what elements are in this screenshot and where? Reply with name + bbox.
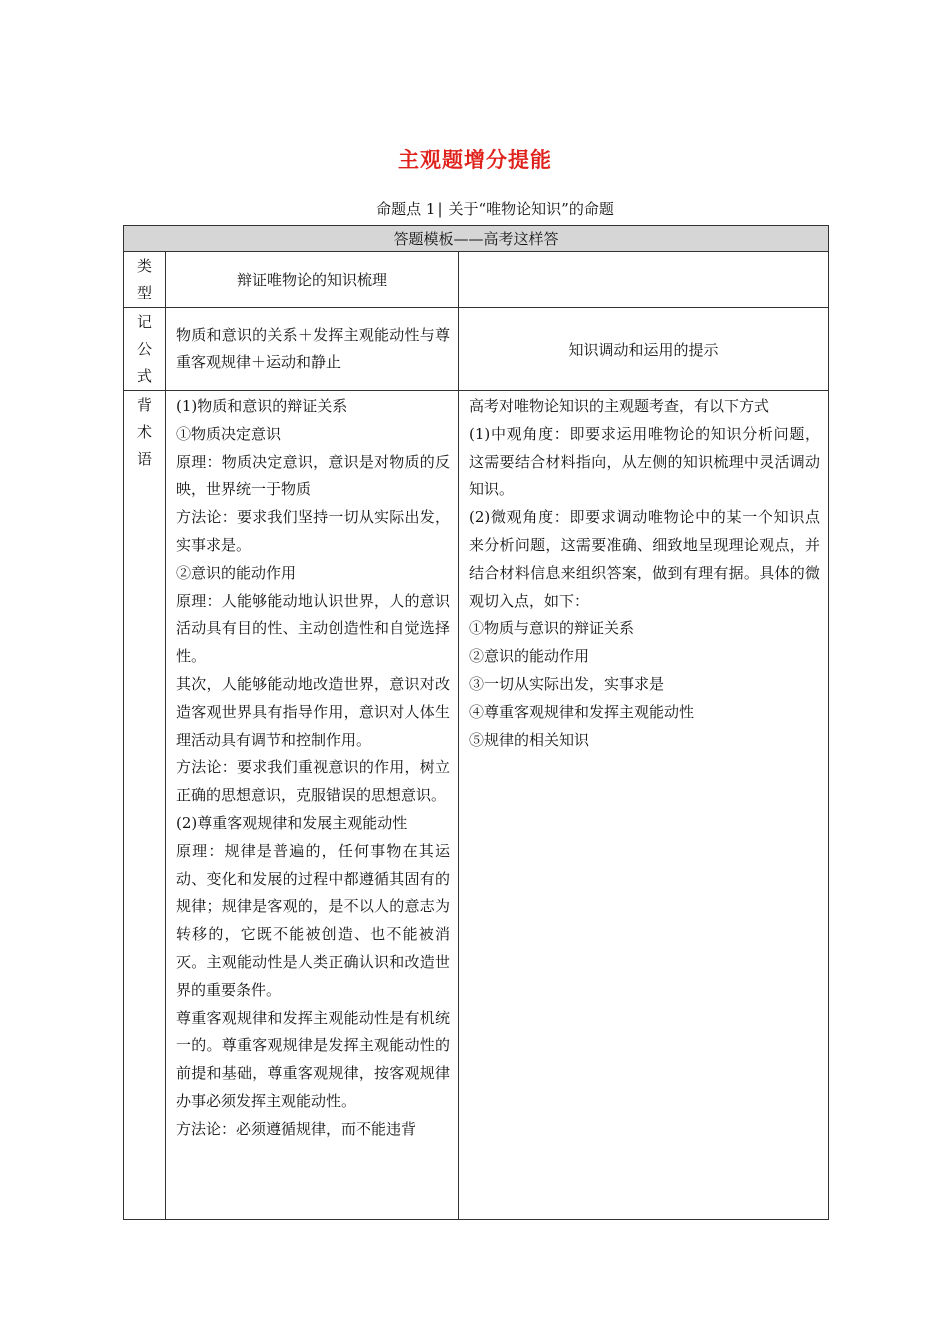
summary-paragraph: ①物质决定意识 bbox=[176, 424, 282, 443]
knowledge-summary-cell bbox=[166, 391, 459, 1220]
summary-paragraph: (1)物质和意识的辩证关系 bbox=[176, 397, 348, 415]
formula-content: 物质和意识的关系＋发挥主观能动性与尊重客观规律＋运动和静止 bbox=[166, 308, 459, 391]
type-label-cell bbox=[124, 252, 166, 308]
table-header-row bbox=[124, 226, 829, 252]
subtitle-prefix: 命题点 1 bbox=[376, 200, 436, 218]
type-label: 类型 bbox=[136, 257, 152, 302]
terms-row bbox=[124, 391, 829, 1220]
section-subtitle bbox=[0, 198, 950, 219]
formula-label: 记公式 bbox=[136, 313, 152, 385]
summary-paragraph: 其次，人能够能动地改造世界，意识对改造客观世界具有指导作用，意识对人体生理活动具有调节和控制作用。 bbox=[176, 674, 450, 749]
formula-row bbox=[124, 308, 829, 391]
type-topic: 辩证唯物论的知识梳理 bbox=[166, 252, 459, 308]
knowledge-hint-heading: 知识调动和运用的提示 bbox=[459, 308, 829, 391]
hint-paragraph: ④尊重客观规律和发挥主观能动性 bbox=[469, 702, 695, 721]
summary-paragraph: 方法论：要求我们坚持一切从实际出发，实事求是。 bbox=[176, 508, 450, 554]
summary-paragraph: 方法论：要求我们重视意识的作用，树立正确的思想意识，克服错误的思想意识。 bbox=[176, 758, 450, 805]
hint-paragraph: ⑤规律的相关知识 bbox=[469, 730, 590, 749]
hint-paragraph: ①物质与意识的辩证关系 bbox=[469, 619, 635, 638]
summary-paragraph: 原理：物质决定意识，意识是对物质的反映，世界统一于物质 bbox=[176, 452, 450, 499]
terms-label-cell bbox=[124, 391, 166, 1220]
answer-template-table bbox=[123, 225, 829, 1220]
summary-paragraph: 尊重客观规律和发挥主观能动性是有机统一的。尊重客观规律是发挥主观能动性的前提和基础，尊重客观规律，按客观规律办事必须发挥主观能动性。 bbox=[176, 1008, 450, 1110]
knowledge-hint-cell bbox=[459, 391, 829, 1220]
summary-paragraph: 原理：人能够能动地认识世界，人的意识活动具有目的性、主动创造性和自觉选择性。 bbox=[176, 591, 450, 666]
subtitle-divider: | bbox=[437, 200, 443, 218]
hint-paragraph: 高考对唯物论知识的主观题考查，有以下方式 bbox=[469, 397, 770, 415]
subtitle-text: 关于“唯物论知识”的命题 bbox=[448, 200, 614, 218]
hint-paragraph: ③一切从实际出发，实事求是 bbox=[469, 674, 665, 693]
summary-paragraph: 方法论：必须遵循规律，而不能违背 bbox=[176, 1119, 417, 1138]
hint-paragraph: (1)中观角度：即要求运用唯物论的知识分析问题，这需要结合材料指向，从左侧的知识梳理中灵活调动知识。 bbox=[469, 424, 821, 499]
summary-paragraph: 原理：规律是普遍的，任何事物在其运动、变化和发展的过程中都遵循其固有的规律；规律是客观的，是不以人的意志为转移的，它既不能被创造、也不能被消灭。主观能动性是人类正确认识和改造世界的重要条件。 bbox=[176, 841, 450, 999]
type-row bbox=[124, 252, 829, 308]
summary-paragraph: (2)尊重客观规律和发展主观能动性 bbox=[176, 813, 408, 832]
page-title: 主观题增分提能 bbox=[398, 148, 552, 172]
hint-paragraph: ②意识的能动作用 bbox=[469, 647, 590, 666]
type-empty-cell bbox=[459, 252, 829, 308]
terms-label: 背术语 bbox=[136, 396, 152, 468]
table-header: 答题模板——高考这样答 bbox=[124, 226, 829, 252]
formula-label-cell bbox=[124, 308, 166, 391]
summary-paragraph: ②意识的能动作用 bbox=[176, 563, 297, 582]
hint-paragraph: (2)微观角度：即要求调动唯物论中的某一个知识点来分析问题，这需要准确、细致地呈现理论观点，并结合材料信息来组织答案，做到有理有据。具体的微观切入点，如下： bbox=[469, 508, 821, 610]
